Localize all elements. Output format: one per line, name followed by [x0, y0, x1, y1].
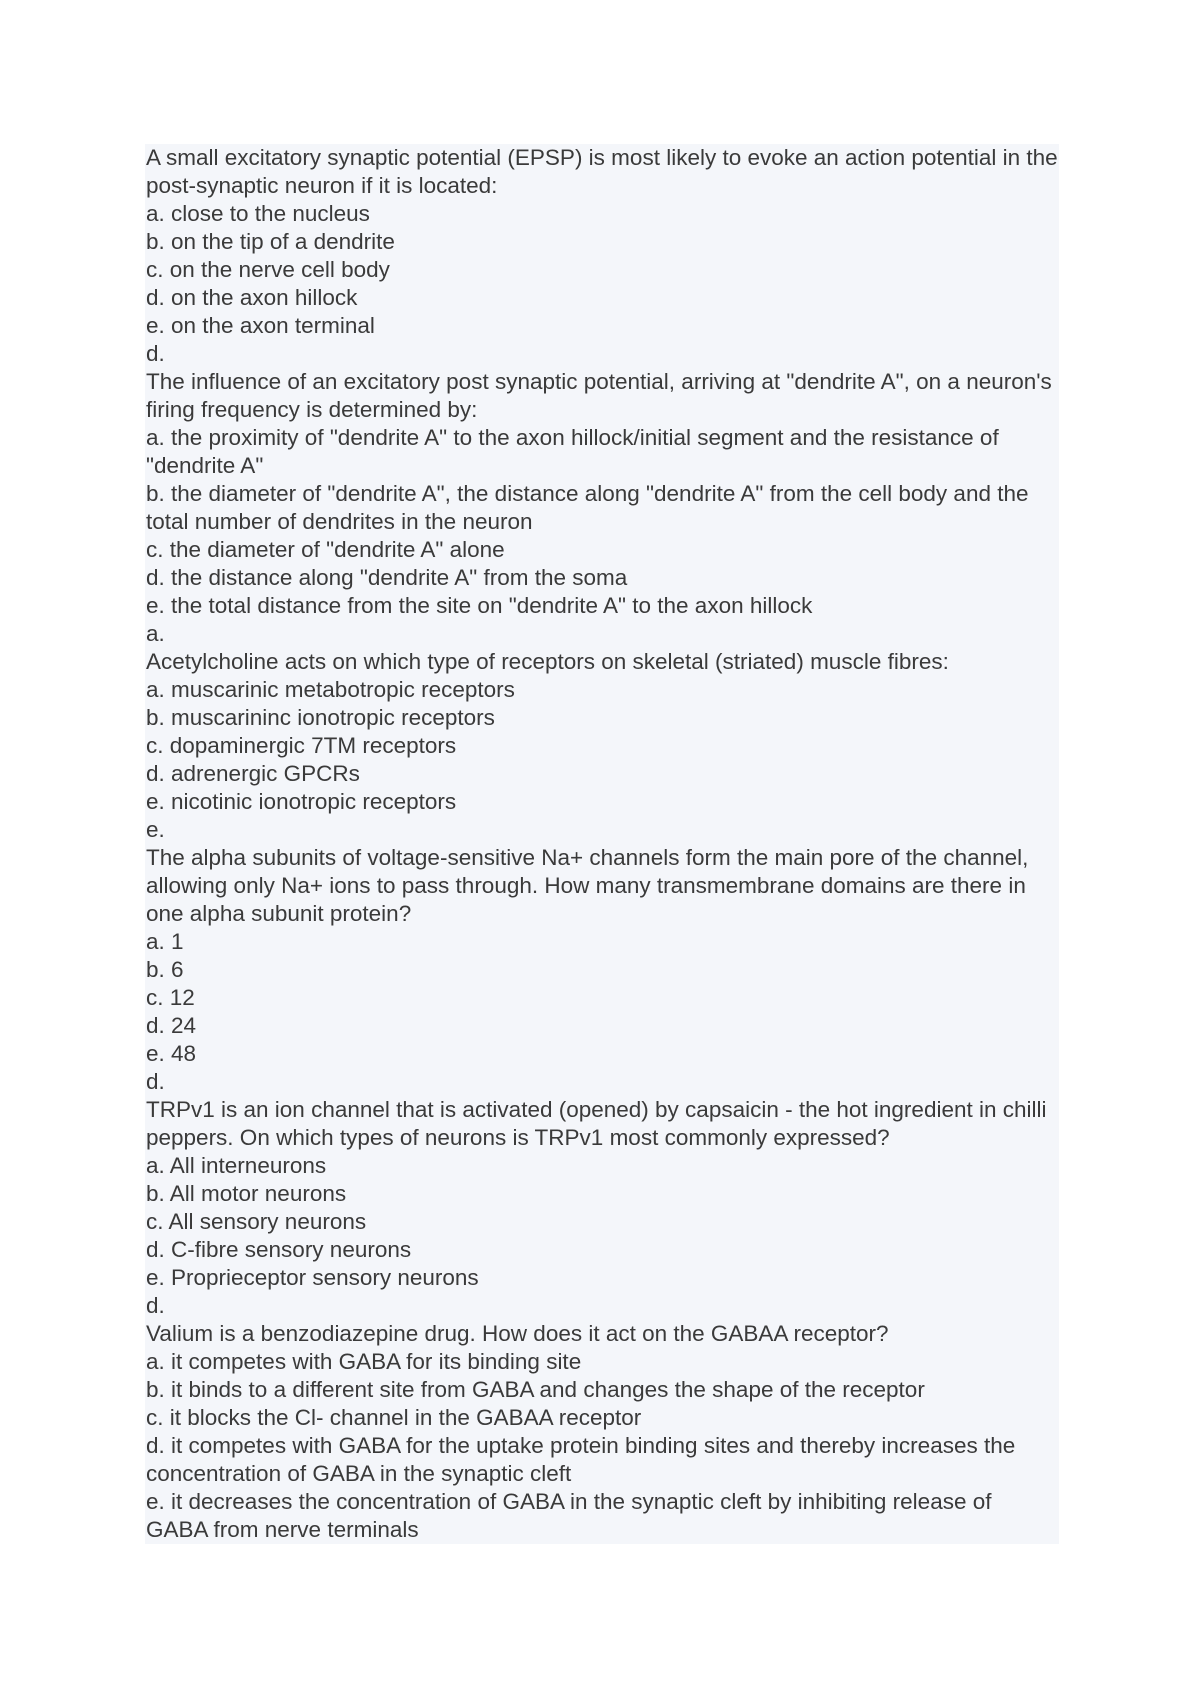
question-text: The alpha subunits of voltage-sensitive Na+ channels form the main pore of the channel, allowing only Na+ ions to pass through. How many transmembrane domains are there in one alpha subunit protein? — [146, 845, 1029, 926]
question-4 — [146, 844, 1058, 1096]
question-2 — [146, 368, 1058, 648]
option-e: e. nicotinic ionotropic receptors — [146, 789, 457, 814]
option-b: b. muscarininc ionotropic receptors — [146, 705, 495, 730]
option-b: b. 6 — [146, 957, 184, 982]
question-5 — [146, 1096, 1058, 1320]
question-text: The influence of an excitatory post synaptic potential, arriving at "dendrite A", on a neuron's firing frequency is determined by: — [146, 369, 1052, 422]
option-d: d. C-fibre sensory neurons — [146, 1237, 412, 1262]
option-e: e. on the axon terminal — [146, 313, 375, 338]
option-e: e. the total distance from the site on "dendrite A" to the axon hillock — [146, 593, 813, 618]
option-d: d. adrenergic GPCRs — [146, 761, 360, 786]
option-b: b. the diameter of "dendrite A", the distance along "dendrite A" from the cell body and the total number of dendrites in the neuron — [146, 481, 1029, 534]
question-text: TRPv1 is an ion channel that is activated (opened) by capsaicin - the hot ingredient in chilli peppers. On which types of neurons is TRPv1 most commonly expressed? — [146, 1097, 1047, 1150]
option-e: e. it decreases the concentration of GABA in the synaptic cleft by inhibiting release of GABA from nerve terminals — [146, 1489, 992, 1542]
option-a: a. muscarinic metabotropic receptors — [146, 677, 515, 702]
option-c: c. the diameter of "dendrite A" alone — [146, 537, 505, 562]
question-3 — [146, 648, 1058, 844]
option-b: b. it binds to a different site from GABA and changes the shape of the receptor — [146, 1377, 925, 1402]
option-d: d. it competes with GABA for the uptake protein binding sites and thereby increases the concentration of GABA in the synaptic cleft — [146, 1433, 1016, 1486]
option-e: e. 48 — [146, 1041, 197, 1066]
option-d: d. the distance along "dendrite A" from the soma — [146, 565, 628, 590]
option-d: d. on the axon hillock — [146, 285, 358, 310]
option-c: c. it blocks the Cl- channel in the GABAA receptor — [146, 1405, 642, 1430]
answer: a. — [146, 621, 165, 646]
option-c: c. dopaminergic 7TM receptors — [146, 733, 457, 758]
answer: d. — [146, 1069, 165, 1094]
option-c: c. on the nerve cell body — [146, 257, 390, 282]
option-a: a. 1 — [146, 929, 184, 954]
option-a: a. the proximity of "dendrite A" to the axon hillock/initial segment and the resistance of "dendrite A" — [146, 425, 999, 478]
option-e: e. Proprieceptor sensory neurons — [146, 1265, 479, 1290]
question-6 — [146, 1320, 1058, 1544]
answer: e. — [146, 817, 165, 842]
question-list — [145, 144, 1059, 1544]
question-text: A small excitatory synaptic potential (EPSP) is most likely to evoke an action potential in the post-synaptic neuron if it is located: — [146, 145, 1058, 198]
option-a: a. All interneurons — [146, 1153, 327, 1178]
answer: d. — [146, 341, 165, 366]
option-a: a. close to the nucleus — [146, 201, 370, 226]
answer: d. — [146, 1293, 165, 1318]
option-b: b. All motor neurons — [146, 1181, 347, 1206]
question-1 — [146, 144, 1058, 368]
option-d: d. 24 — [146, 1013, 197, 1038]
option-c: c. 12 — [146, 985, 195, 1010]
question-text: Valium is a benzodiazepine drug. How does it act on the GABAA receptor? — [146, 1321, 889, 1346]
option-b: b. on the tip of a dendrite — [146, 229, 395, 254]
question-text: Acetylcholine acts on which type of receptors on skeletal (striated) muscle fibres: — [146, 649, 949, 674]
option-a: a. it competes with GABA for its binding site — [146, 1349, 582, 1374]
option-c: c. All sensory neurons — [146, 1209, 367, 1234]
